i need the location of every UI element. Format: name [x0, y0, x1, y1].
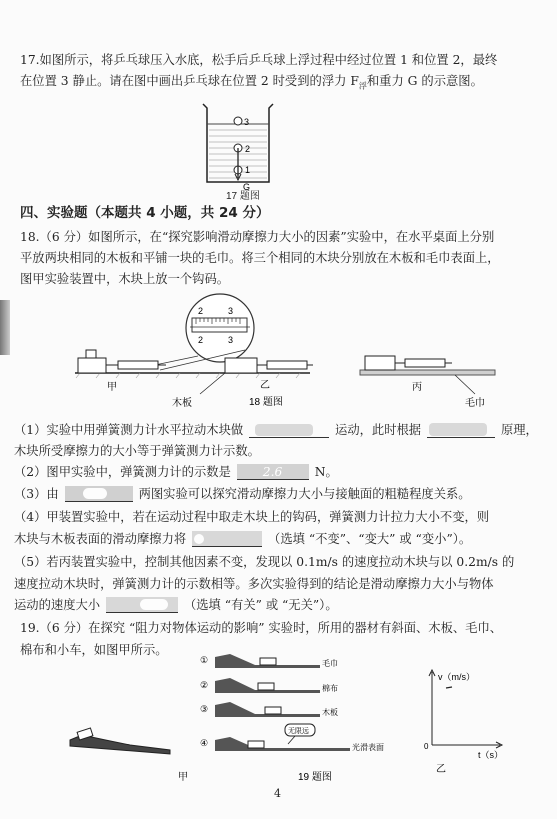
vt-y-label: v（m/s） — [438, 672, 475, 682]
q18-s5-text-d: （选填 “有关” 或 “无关”）。 — [183, 598, 338, 612]
q18-s4-text-c: （选填 “不变”、“变大” 或 “变小”）。 — [268, 532, 472, 546]
q18-label-muban: 木板 — [172, 398, 192, 409]
surface-label-mianbu: 棉布 — [322, 684, 338, 693]
q18-s4-line-1: （4）甲装置实验中，若在运动过程中取走木块上的钩码，弹簧测力计拉力大小不变，则 — [14, 510, 490, 524]
magnifier-num-4: 3 — [228, 335, 234, 345]
q17-caption: 17 题图 — [226, 191, 260, 202]
vt-x-label: t（s） — [478, 750, 504, 760]
q17-line-1: 17.如图所示，将乒乓球压入水底，松手后乒乓球上浮过程中经过位置 1 和位置 2，最终 — [20, 53, 498, 67]
q17-line-2-end: 和重力 G 的示意图。 — [366, 74, 483, 88]
q19-label-yi: 乙 — [436, 764, 446, 775]
q18-s2-blank[interactable] — [237, 464, 309, 480]
surface-label-maojin: 毛巾 — [322, 659, 338, 668]
slope-row-2 — [215, 678, 320, 693]
q18-s4-line-2 — [14, 531, 471, 547]
q19-caption: 19 题图 — [298, 772, 332, 783]
row-num-1: ① — [200, 655, 209, 665]
slope-row-4 — [215, 724, 350, 751]
q18-s5-text-c: 运动的速度大小 — [14, 598, 101, 612]
row-num-3: ③ — [200, 704, 209, 714]
q18-s3-line — [14, 486, 471, 502]
q19-label-jia: 甲 — [178, 772, 188, 783]
q18-s3-blank[interactable] — [65, 486, 133, 502]
q18-s1-blank-1[interactable] — [249, 423, 329, 438]
page-number: 4 — [274, 787, 281, 800]
q18-s1-text-b: 运动，此时根据 — [335, 423, 422, 437]
surface-label-smooth: 光滑表面 — [352, 743, 384, 752]
q18-s2-text-b: N。 — [314, 465, 338, 479]
magnifier-num-3: 2 — [198, 335, 204, 345]
q17-label-2: 2 — [245, 144, 251, 154]
q17-label-1: 1 — [245, 165, 251, 175]
q17-line-2 — [20, 73, 483, 94]
section-heading: 四、实验题（本题共 4 小题，共 24 分） — [20, 205, 270, 221]
q18-s2-answer: 2.6 — [262, 465, 283, 479]
q18-s1-line — [14, 422, 538, 438]
magnifier-num-2: 3 — [228, 306, 234, 316]
q18-s5-line-2: 速度拉动木块时，弹簧测力计的示数相等。多次实验得到的结论是滑动摩擦力大小与物体 — [14, 577, 494, 591]
q18-s5-blank[interactable] — [106, 597, 178, 613]
q18-intro-3: 图甲实验装置中，木块上放一个钩码。 — [20, 272, 230, 286]
q19-line-2: 棉布和小车，如图甲所示。 — [20, 643, 168, 657]
slope-row-3 — [215, 702, 320, 717]
q18-s1-blank-2[interactable] — [427, 423, 495, 438]
q18-label-yi: 乙 — [260, 380, 270, 391]
scan-edge-shadow — [0, 300, 10, 355]
q18-caption: 18 题图 — [249, 397, 283, 408]
q18-label-jia: 甲 — [107, 382, 117, 393]
infinite-bubble: 无限远 — [288, 728, 309, 735]
surface-label-muban: 木板 — [322, 708, 338, 717]
q18-s4-blank[interactable] — [192, 531, 262, 547]
q18-s2-line — [14, 464, 338, 480]
q19-line-1: 19.（6 分）在探究 “阻力对物体运动的影响” 实验时，所用的器材有斜面、木板、毛巾、 — [20, 621, 503, 635]
q17-beaker-figure — [195, 100, 280, 195]
q18-s4-text-b: 木块与木板表面的滑动摩擦力将 — [14, 532, 187, 546]
q18-intro-1: 18.（6 分）如图所示，在“探究影响滑动摩擦力大小的因素”实验中，在水平桌面上分别 — [20, 230, 495, 244]
q19-figure — [60, 650, 540, 790]
q18-intro-2: 平放两块相同的木板和平铺一块的毛巾。将三个相同的木块分别放在木板和毛巾表面上， — [20, 251, 500, 265]
q17-label-3: 3 — [244, 117, 250, 127]
q17-line-2-text: 在位置 3 静止。请在图中画出乒乓球在位置 2 时受到的浮力 F — [20, 74, 359, 88]
q18-s3-text-a: （3）由 — [14, 487, 59, 501]
slope-row-1 — [215, 654, 320, 668]
q18-s1-text-a: （1）实验中用弹簧测力计水平拉动木块做 — [14, 423, 244, 437]
q18-s3-text-b: 两图实验可以探究滑动摩擦力大小与接触面的粗糙程度关系。 — [138, 487, 471, 501]
magnifier-num-1: 2 — [198, 306, 204, 316]
q17-sub-fu: 浮 — [358, 81, 367, 91]
q17-label-g: G — [243, 182, 251, 192]
q18-s5-line-3 — [14, 597, 338, 613]
q18-friction-figure — [60, 290, 520, 412]
q18-s1-text-c: 原理， — [500, 423, 538, 437]
q18-label-maojin: 毛巾 — [465, 398, 485, 409]
q18-label-bing: 丙 — [412, 382, 422, 393]
q18-s2-text-a: （2）图甲实验中，弹簧测力计的示数是 — [14, 465, 231, 479]
q18-s5-line-1: （5）若丙装置实验中，控制其他因素不变，发现以 0.1m/s 的速度拉动木块与以 0.2m/s 的 — [14, 555, 515, 569]
row-num-4: ④ — [200, 738, 209, 748]
vt-origin: 0 — [424, 742, 429, 751]
row-num-2: ② — [200, 680, 209, 690]
q18-s1-line-2: 木块所受摩擦力的大小等于弹簧测力计示数。 — [14, 444, 260, 458]
